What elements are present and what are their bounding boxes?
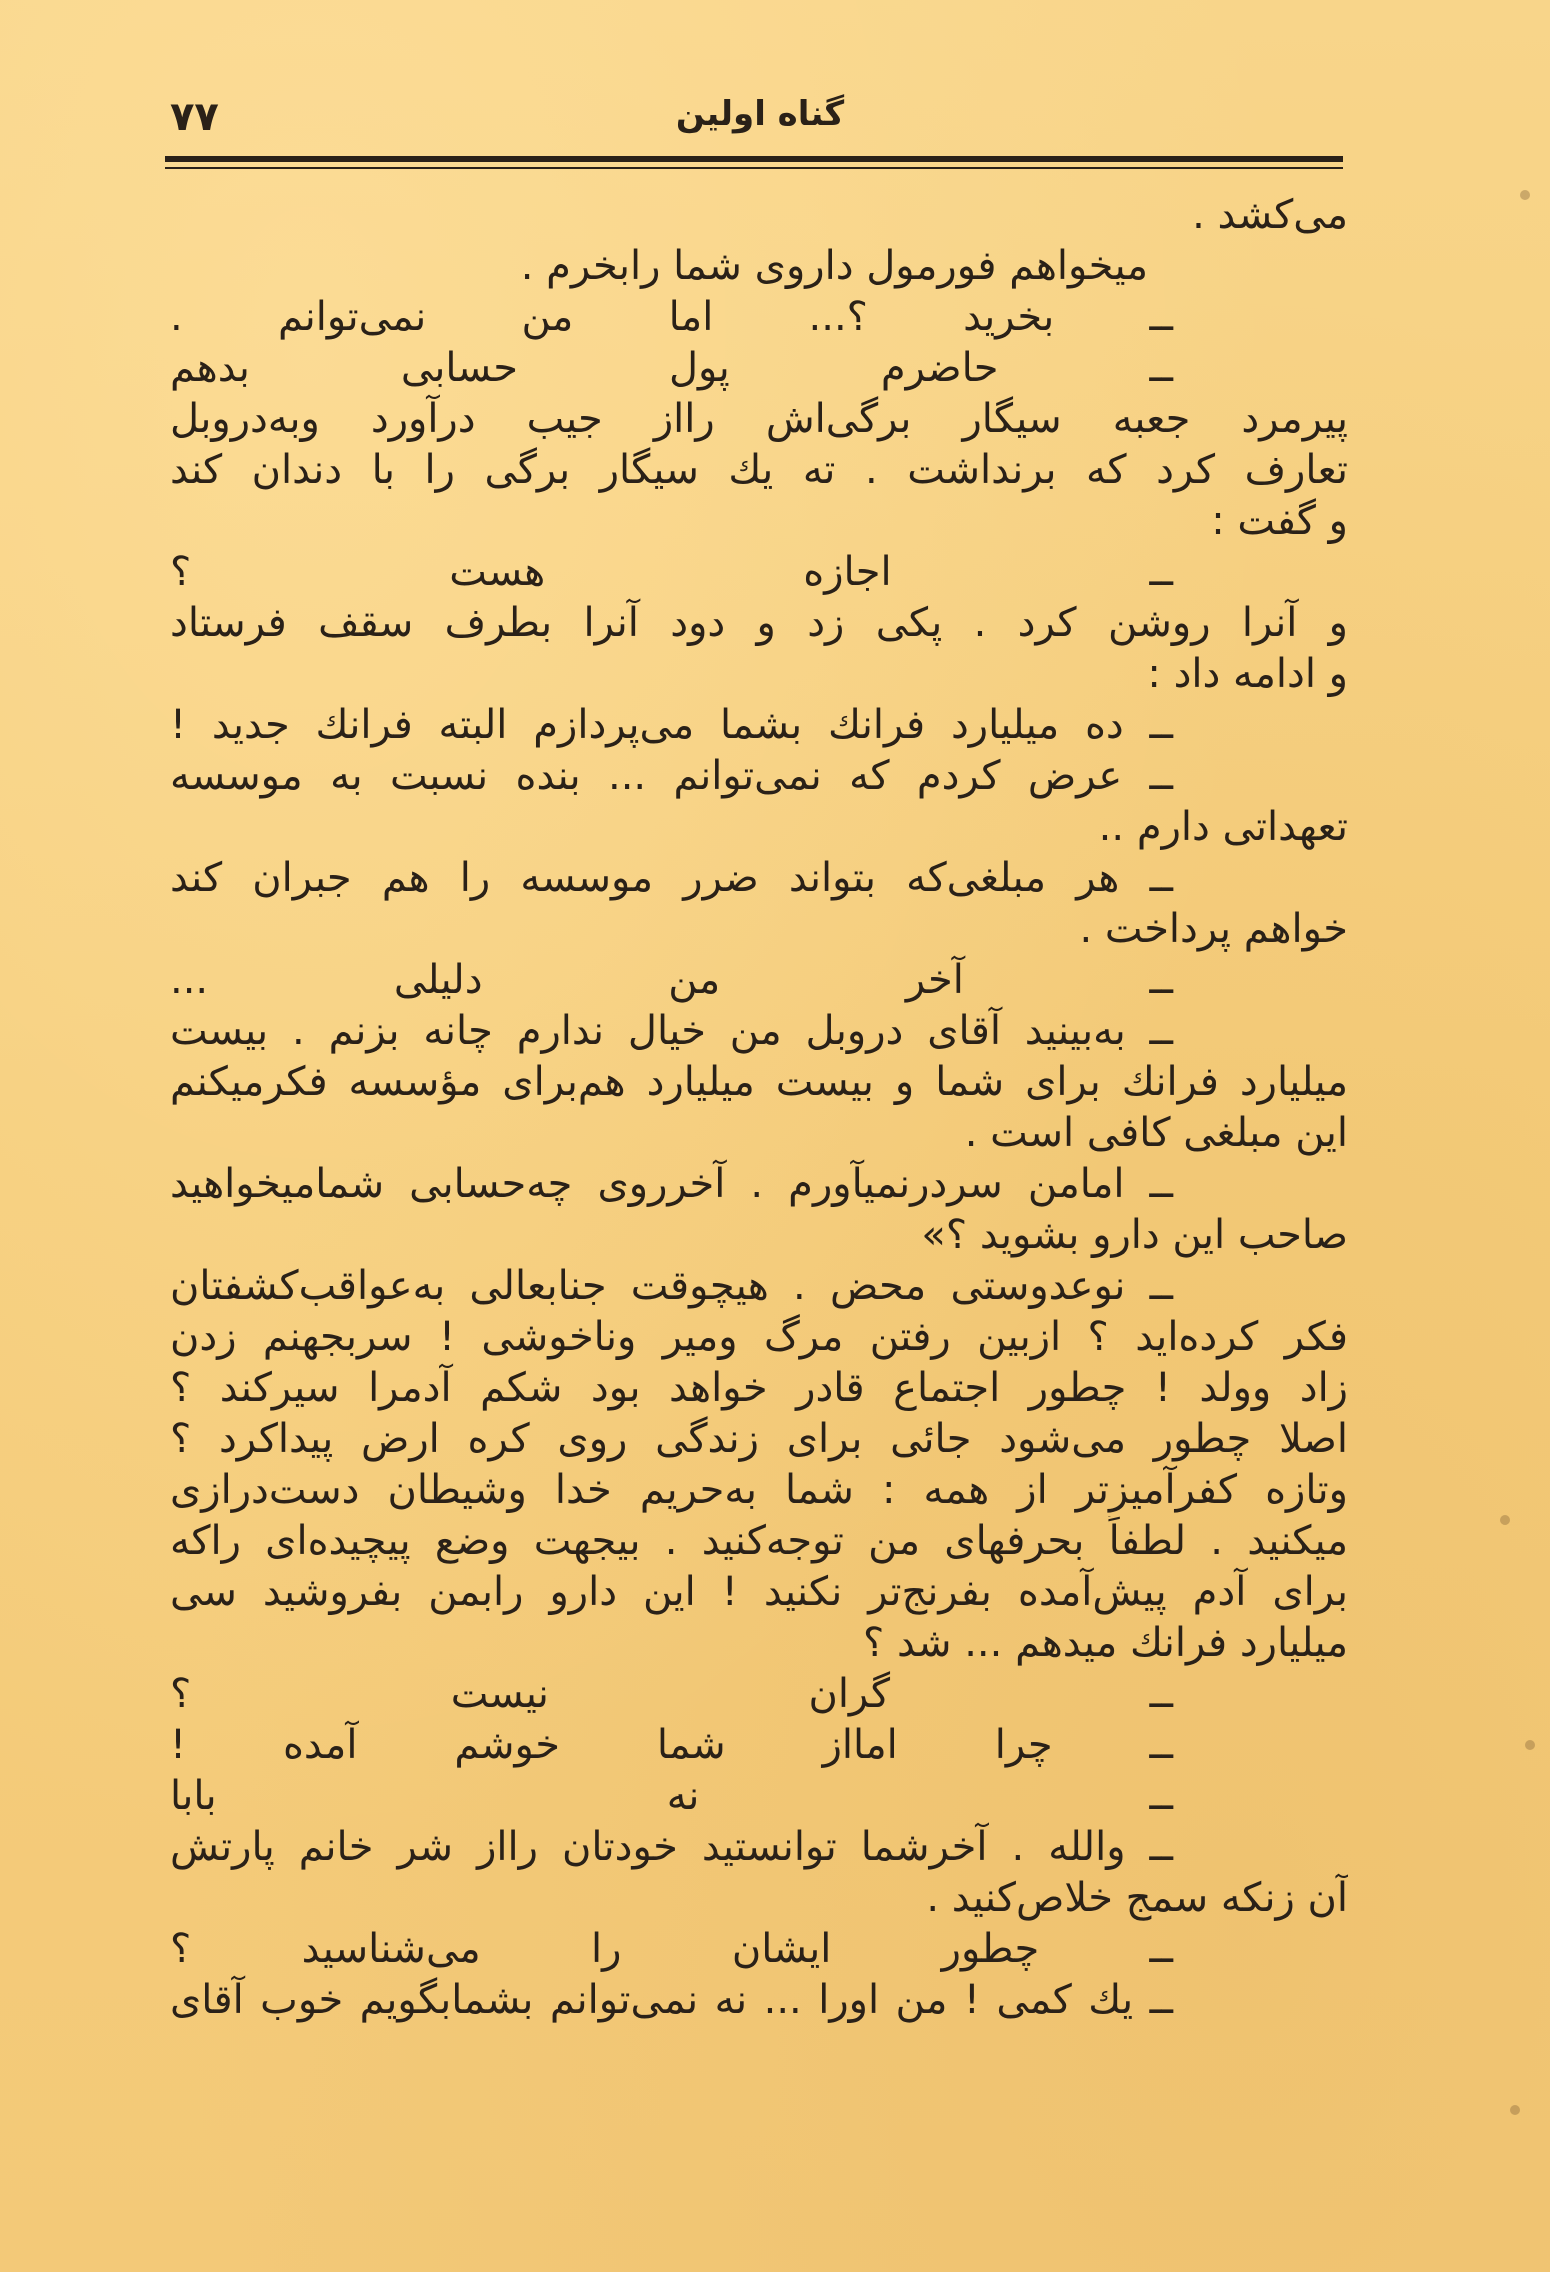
paper-speck <box>1510 2105 1520 2115</box>
page-number: ۷۷ <box>170 94 219 140</box>
header-rule-thick <box>165 156 1343 162</box>
text-line: ــ هر مبلغی‌که بتواند ضرر موسسه را هم جبران کند <box>170 855 1173 901</box>
text-line: ــ نه بابا <box>170 1773 1173 1819</box>
text-line: ــ ده میلیارد فرانك بشما می‌پردازم البته فرانك جدید ! <box>170 702 1173 748</box>
paper-speck <box>1525 1740 1535 1750</box>
body-text <box>170 190 1348 2026</box>
text-line: ــ چطور ایشان را می‌شناسید ؟ <box>170 1926 1173 1972</box>
text-line: ــ آخر من دلیلی ... <box>170 957 1173 1003</box>
text-line: ــ امامن سردرنمیآورم . آخرروی چه‌حسابی شمامیخواهید <box>170 1161 1173 1207</box>
text-line: اصلا چطور می‌شود جائی برای زندگی روی کره ارض پیداکرد ؟ <box>170 1416 1348 1462</box>
text-line: خواهم پرداخت . <box>1079 906 1348 952</box>
text-line: و ادامه داد : <box>1147 651 1348 697</box>
text-line: ــ به‌بینید آقای دروبل من خیال ندارم چانه بزنم . بیست <box>170 1008 1173 1054</box>
running-title: گناه اولین <box>675 94 845 134</box>
text-line: تعهداتی دارم .. <box>1098 804 1348 850</box>
text-line: ــ اجازه هست ؟ <box>170 549 1173 595</box>
text-line: صاحب این دارو بشوید ؟» <box>921 1212 1348 1258</box>
text-line: می‌کشد . <box>1192 192 1348 238</box>
text-line: ــ نوعدوستی محض . هیچوقت جنابعالی به‌عواقب‌کشفتان <box>170 1263 1173 1309</box>
text-line: تعارف کرد که برنداشت . ته یك سیگار برگی را با دندان کند <box>170 447 1348 493</box>
text-line: ــ حاضرم پول حسابی بدهم <box>170 345 1173 391</box>
text-line: میلیارد فرانك برای شما و بیست میلیارد هم‌برای مؤسسه فکرمیکنم <box>170 1059 1348 1105</box>
text-line: میلیارد فرانك میدهم ... شد ؟ <box>863 1620 1348 1666</box>
text-line: وتازه کفرآمیزتر از همه : شما به‌حریم خدا وشیطان دست‌درازی <box>170 1467 1348 1513</box>
text-line: این مبلغی کافی است . <box>964 1110 1348 1156</box>
text-line: ــ چرا امااز شما خوشم آمده ! <box>170 1722 1173 1768</box>
text-line: ــ گران نیست ؟ <box>170 1671 1173 1717</box>
page-header <box>170 86 1350 146</box>
text-line: میخواهم فورمول داروی شما رابخرم . <box>520 243 1148 289</box>
text-line: زاد وولد ! چطور اجتماع قادر خواهد بود شکم آدمرا سیرکند ؟ <box>170 1365 1348 1411</box>
text-line: ــ بخرید ؟... اما من نمی‌توانم . <box>170 294 1173 340</box>
text-line: و آنرا روشن کرد . پکی زد و دود آنرا بطرف سقف فرستاد <box>170 600 1348 646</box>
paper-speck <box>1500 1515 1510 1525</box>
text-line: ــ عرض کردم که نمی‌توانم ... بنده نسبت به موسسه <box>170 753 1173 799</box>
text-line: برای آدم پیش‌آمده بفرنج‌تر نکنید ! این دارو رابمن بفروشید سی <box>170 1569 1348 1615</box>
text-line: و گفت : <box>1211 498 1348 544</box>
header-rule-thin <box>165 167 1343 169</box>
text-line: میکنید . لطفاً بحرفهای من توجه‌کنید . بیجهت وضع پیچیده‌ای راکه <box>170 1518 1348 1564</box>
text-line: فکر کرده‌اید ؟ ازبین رفتن مرگ ومیر وناخوشی ! سربجهنم زدن <box>170 1314 1348 1360</box>
text-line: آن زنکه سمج خلاص‌کنید . <box>926 1875 1348 1921</box>
paper-speck <box>1520 190 1530 200</box>
text-line: ــ یك کمی ! من اورا ... نه نمی‌توانم بشمابگویم خوب آقای <box>170 1977 1173 2023</box>
text-line: پیرمرد جعبه سیگار برگی‌اش رااز جیب درآورد وبه‌دروبل <box>170 396 1348 442</box>
text-line: ــ والله . آخرشما توانستید خودتان رااز شر خانم پارتش <box>170 1824 1173 1870</box>
